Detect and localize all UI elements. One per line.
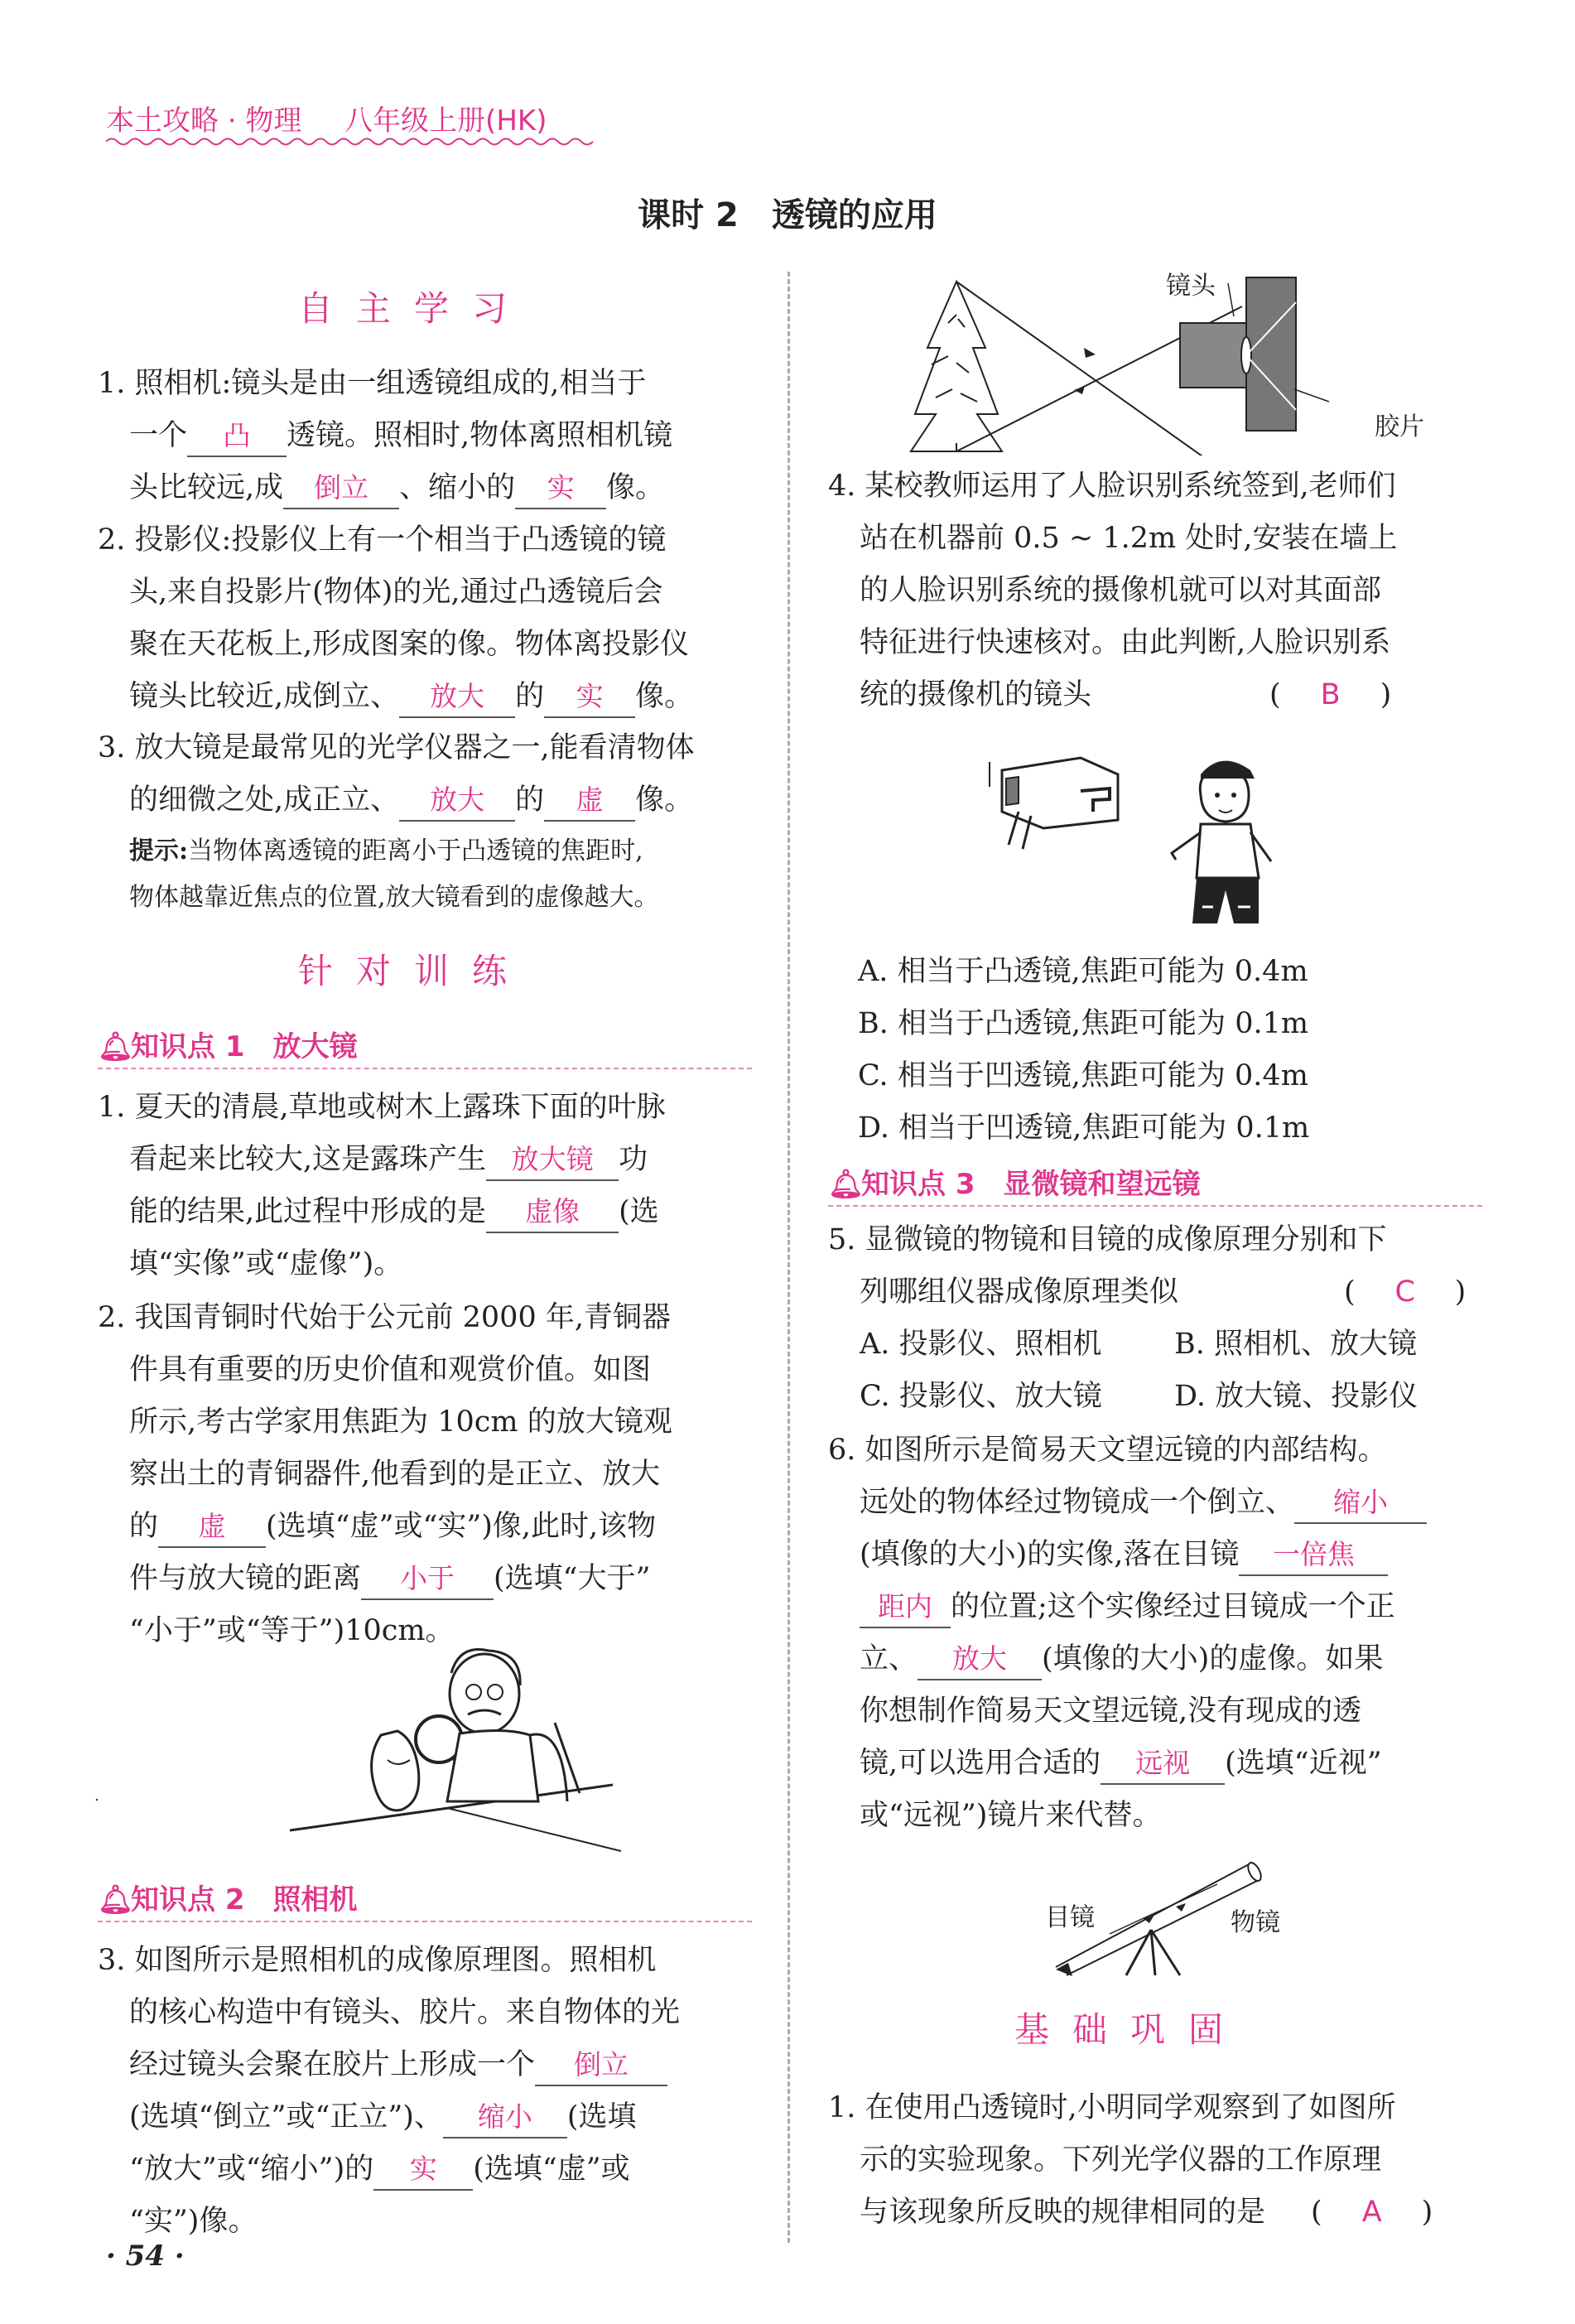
text-line: 6. 如图所示是简易天文望远镜的内部结构。 (828, 1434, 1387, 1467)
text-line (828, 1319, 1491, 1371)
text-line: 的 虚 (选填“虚”或“实”)像,此时,该物 (98, 1501, 760, 1553)
jichu-q1 (828, 2082, 1491, 2239)
answer-blank: 实 (544, 677, 635, 718)
text-line: 4. 某校教师运用了人脸识别系统签到,老师们 (828, 470, 1396, 503)
text-line: 2. 我国青铜时代始于公元前 2000 年,青铜器 (98, 1301, 671, 1334)
text-line: 距内 的位置;这个实像经过目镜成一个正 (828, 1581, 1491, 1633)
section-zizhu-label: 自主学习 (298, 288, 531, 329)
kp1-q2 (98, 1292, 760, 1657)
answer-blank: 凸 (187, 416, 287, 457)
hint-label: 提示: (129, 837, 189, 865)
section-jichu-label: 基础巩固 (1014, 2009, 1247, 2050)
header-book: 本土攻略 · 物理 (106, 104, 302, 137)
text-line: (选填“倒立”或“正立”)、 缩小 (选填 (98, 2091, 760, 2143)
text-line: 填“实像”或“虚像”)。 (129, 1247, 403, 1280)
answer-choice: C (1394, 1275, 1415, 1309)
text-line: 的核心构造中有镜头、胶片。来自物体的光 (129, 1996, 681, 2029)
label-film: 胶片 (1375, 412, 1424, 441)
answer-blank: 实 (515, 468, 606, 509)
answer-blank: 放大 (399, 780, 515, 822)
text-line: “实”)像。 (129, 2205, 258, 2238)
text-line: “放大”或“缩小”)的 实 (选填“虚”或 (98, 2143, 760, 2196)
stray-dot: . (94, 1787, 99, 1805)
text-line: 聚在天花板上,形成图案的像。物体离投影仪 (129, 628, 690, 661)
page-number: · 54 · (106, 2240, 185, 2273)
text-line: 1. 在使用凸透镜时,小明同学观察到了如图所 (828, 2091, 1396, 2124)
option-d: D. 相当于凹透镜,焦距可能为 0.1m (858, 1111, 1310, 1145)
text-line: 站在机器前 0.5 ~ 1.2m 处时,安装在墙上 (860, 522, 1398, 555)
text-line: 3. 放大镜是最常见的光学仪器之一,能看清物体 (98, 731, 695, 764)
text-line: 3. 如图所示是照相机的成像原理图。照相机 (98, 1944, 657, 1977)
face-recognition-illustration (985, 737, 1284, 936)
option-c: C. 投影仪、放大镜 (860, 1380, 1102, 1413)
kp-label: 知识点 2 照相机 (131, 1883, 358, 1917)
q4 (828, 460, 1491, 721)
answer-blank: 缩小 (443, 2097, 567, 2138)
answer-blank: 放大 (918, 1639, 1042, 1680)
section-zhendui (298, 944, 530, 994)
text-line: 1. 夏天的清晨,草地或树木上露珠下面的叶脉 (98, 1091, 666, 1124)
label-eyepiece: 目镜 (1045, 1903, 1095, 1932)
section-zhendui-label: 针对训练 (298, 951, 531, 991)
text-line: 的细微之处,成正立、 放大 的 虚 像。 (98, 774, 760, 827)
zizhu-q3 (98, 722, 760, 827)
answer-blank: 虚 (158, 1507, 266, 1548)
q6 (828, 1425, 1491, 1842)
hint-text: 物体越靠近焦点的位置,放大镜看到的虚像越大。 (129, 883, 659, 912)
answer-blank: 虚像 (486, 1192, 619, 1233)
zizhu-q1 (98, 358, 760, 514)
text-line: 的人脸识别系统的摄像机就可以对其面部 (860, 574, 1382, 607)
option-a: A. 投影仪、照相机 (860, 1328, 1102, 1361)
text-line: 件与放大镜的距离 小于 (选填“大于” (98, 1553, 760, 1605)
text-line: 列哪组仪器成像原理类似 ( C ) (828, 1266, 1491, 1319)
text-line: 远处的物体经过物镜成一个倒立、 缩小 (828, 1477, 1491, 1529)
label-objective: 物镜 (1231, 1908, 1280, 1937)
text-line: 2. 投影仪:投影仪上有一个相当于凸透镜的镜 (98, 523, 667, 557)
text-line: 1. 照相机:镜头是由一组透镜组成的,相当于 (98, 367, 647, 400)
header-wave (106, 136, 595, 147)
option-c: C. 相当于凹透镜,焦距可能为 0.4m (858, 1059, 1308, 1092)
text-line: 特征进行快速核对。由此判断,人脸识别系 (860, 626, 1391, 659)
running-header (106, 98, 547, 138)
q5 (828, 1214, 1491, 1423)
option-b: B. 照相机、放大镜 (1174, 1328, 1417, 1361)
answer-blank: 小于 (361, 1559, 494, 1600)
label-lens: 镜头 (1166, 272, 1216, 301)
text-line: 察出土的青铜器件,他看到的是正立、放大 (129, 1458, 661, 1491)
text-line: “小于”或“等于”)10cm。 (129, 1614, 455, 1647)
text-line: 一个 凸 透镜。照相时,物体离照相机镜 (98, 410, 760, 462)
text-line: 头,来自投影片(物体)的光,通过凸透镜后会 (129, 576, 663, 609)
section-zizhu (298, 282, 530, 331)
text-line: 或“远视”)镜片来代替。 (860, 1799, 1162, 1832)
answer-blank: 虚 (544, 780, 635, 822)
text-line: 件具有重要的历史价值和观赏价值。如图 (129, 1353, 652, 1386)
answer-blank: 远视 (1101, 1743, 1225, 1785)
kp1-q1 (98, 1082, 760, 1290)
text-line: 看起来比较大,这是露珠产生 放大镜 功 (98, 1134, 760, 1186)
text-line: (填像的大小)的实像,落在目镜 一倍焦 (828, 1529, 1491, 1581)
q4-options (858, 946, 1504, 1155)
text-line (828, 1371, 1491, 1423)
answer-choice: B (1320, 678, 1341, 711)
zizhu-q2 (98, 514, 760, 723)
answer-blank: 距内 (860, 1587, 951, 1628)
answer-blank: 实 (373, 2149, 473, 2191)
option-b: B. 相当于凸透镜,焦距可能为 0.1m (858, 1007, 1309, 1040)
bell-icon: 🔔︎ (98, 1030, 134, 1063)
text-line: 5. 显微镜的物镜和目镜的成像原理分别和下 (828, 1223, 1387, 1256)
answer-blank: 缩小 (1294, 1483, 1427, 1524)
hint-text: 当物体离透镜的距离小于凸透镜的焦距时, (188, 837, 643, 865)
text-line: 统的摄像机的镜头 ( B ) (828, 669, 1491, 721)
bell-icon: 🔔︎ (828, 1168, 865, 1201)
answer-choice: A (1361, 2196, 1382, 2229)
knowledge-point-1 (98, 1024, 752, 1069)
option-d: D. 放大镜、投影仪 (1174, 1380, 1418, 1413)
answer-blank: 一倍焦 (1239, 1535, 1388, 1576)
bell-icon: 🔔︎ (98, 1883, 134, 1917)
text-line: 立、 放大 (填像的大小)的虚像。如果 (828, 1633, 1491, 1685)
column-divider (788, 272, 790, 2243)
header-grade: 八年级上册(HK) (344, 104, 547, 137)
archaeologist-magnifier-illustration (282, 1636, 629, 1859)
text-line: 头比较远,成 倒立 、缩小的 实 像。 (98, 462, 760, 514)
kp-label: 知识点 1 放大镜 (131, 1030, 358, 1063)
knowledge-point-2 (98, 1877, 752, 1922)
knowledge-point-3 (828, 1161, 1482, 1207)
answer-blank: 倒立 (535, 2045, 667, 2086)
kp-label: 知识点 3 显微镜和望远镜 (861, 1168, 1201, 1201)
text-line: 镜,可以选用合适的 远视 (选填“近视” (828, 1738, 1491, 1790)
answer-blank: 倒立 (283, 468, 399, 509)
option-a: A. 相当于凸透镜,焦距可能为 0.4m (858, 955, 1308, 988)
text-line: 你想制作简易天文望远镜,没有现成的透 (860, 1695, 1362, 1728)
text-line: 示的实验现象。下列光学仪器的工作原理 (860, 2143, 1382, 2177)
answer-blank: 放大镜 (486, 1140, 619, 1181)
text-line: 镜头比较近,成倒立、 放大 的 实 像。 (98, 671, 760, 723)
text-line: 能的结果,此过程中形成的是 虚像 (选 (98, 1186, 760, 1238)
text-line: 所示,考古学家用焦距为 10cm 的放大镜观 (129, 1405, 672, 1439)
text-line: 与该现象所反映的规律相同的是 ( A ) (828, 2187, 1491, 2239)
lesson-title: 课时 2 透镜的应用 (638, 196, 937, 234)
text-line: 经过镜头会聚在胶片上形成一个 倒立 (98, 2039, 760, 2091)
kp2-q3 (98, 1935, 760, 2248)
hint-box (129, 828, 775, 921)
answer-blank: 放大 (399, 677, 515, 718)
section-jichu (1014, 2003, 1246, 2052)
